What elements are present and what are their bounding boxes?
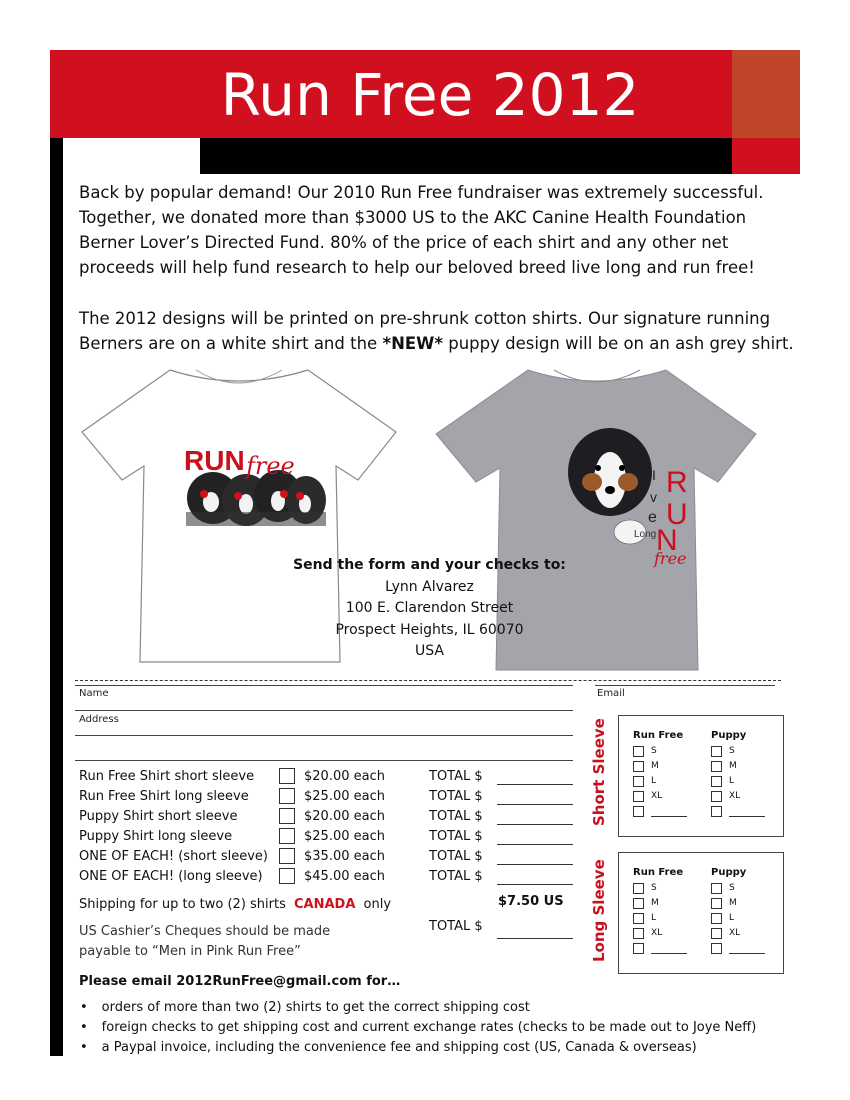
size-col-run-free: Run Free	[633, 867, 684, 878]
size-col-run-free: Run Free	[633, 730, 684, 741]
intro-line: The 2012 designs will be printed on pre-shrunk cotton shirts. Our signature running	[79, 309, 771, 328]
item-price: $35.00 each	[304, 849, 385, 864]
size-other-field[interactable]	[729, 953, 765, 954]
address-name: Lynn Alvarez	[385, 578, 474, 595]
bullet-item: • a Paypal invoice, including the convenience fee and shipping cost (US, Canada & overseas)	[80, 1040, 697, 1055]
intro-paragraph-2	[79, 306, 799, 356]
address-field-line-2[interactable]	[75, 760, 573, 761]
shipping-country: CANADA	[294, 897, 356, 912]
puppy-letter-r: R	[666, 466, 688, 499]
item-row: Puppy Shirt short sleeve	[79, 809, 238, 824]
item-checkbox[interactable]	[279, 828, 295, 844]
short-sleeve-size-box: Run Free Puppy S M L XL S M L XL	[618, 715, 784, 837]
shirt-free-word: free	[246, 452, 295, 480]
size-checkbox[interactable]	[711, 746, 722, 757]
accent-block-red	[732, 138, 800, 174]
puppy-letter-i: I	[652, 467, 656, 483]
item-total-label: TOTAL $	[429, 849, 483, 864]
name-label: Name	[79, 688, 109, 699]
item-total-label: TOTAL $	[429, 789, 483, 804]
address-field[interactable]	[75, 735, 573, 736]
shirt-run-word: RUN	[184, 445, 245, 476]
email-label: Email	[597, 688, 625, 699]
item-price: $25.00 each	[304, 829, 385, 844]
puppy-letter-n: N	[656, 524, 678, 557]
size-checkbox-other[interactable]	[711, 806, 722, 817]
intro-line: Berner Lover’s Directed Fund. 80% of the price of each shirt and any other net	[79, 233, 729, 252]
item-price: $20.00 each	[304, 769, 385, 784]
puppy-word-long: Long	[634, 529, 657, 540]
header-black-bar	[200, 138, 732, 174]
item-total-field[interactable]	[497, 824, 573, 825]
mailing-address	[262, 555, 597, 663]
item-total-label: TOTAL $	[429, 869, 483, 884]
size-checkbox[interactable]	[633, 761, 644, 772]
item-total-label: TOTAL $	[429, 769, 483, 784]
intro-paragraph-1	[79, 180, 799, 280]
puppy-letter-e: e	[648, 509, 657, 526]
long-sleeve-size-box: Run Free Puppy S M L XL S M L XL	[618, 852, 784, 974]
email-note: Please email 2012RunFree@gmail.com for…	[79, 974, 401, 989]
left-margin-rule	[50, 174, 63, 1056]
item-total-field[interactable]	[497, 844, 573, 845]
item-total-field[interactable]	[497, 784, 573, 785]
size-checkbox[interactable]	[633, 746, 644, 757]
intro-line: Together, we donated more than $3000 US to the AKC Canine Health Foundation	[79, 208, 747, 227]
cheque-note: US Cashier’s Cheques should be made payable to “Men in Pink Run Free”	[79, 924, 331, 959]
address-street: 100 E. Clarendon Street	[345, 600, 514, 616]
item-row: ONE OF EACH! (long sleeve)	[79, 869, 263, 884]
item-checkbox[interactable]	[279, 768, 295, 784]
item-price: $20.00 each	[304, 809, 385, 824]
size-checkbox[interactable]	[633, 883, 644, 894]
address-city: Prospect Heights, IL 60070	[335, 621, 524, 638]
item-checkbox[interactable]	[279, 848, 295, 864]
size-checkbox[interactable]	[711, 761, 722, 772]
item-price: $25.00 each	[304, 789, 385, 804]
size-checkbox[interactable]	[711, 883, 722, 894]
short-sleeve-label: Short Sleeve	[590, 718, 608, 826]
address-heading: Send the form and your checks to:	[293, 557, 566, 573]
size-checkbox[interactable]	[711, 928, 722, 939]
cut-line	[75, 680, 781, 681]
bullet-item: • foreign checks to get shipping cost and current exchange rates (checks to be made out to Joye Neff)	[80, 1020, 757, 1035]
grand-total-field[interactable]	[497, 938, 573, 939]
name-field[interactable]	[75, 685, 573, 686]
item-total-field[interactable]	[497, 804, 573, 805]
item-price: $45.00 each	[304, 869, 385, 884]
item-row: Run Free Shirt long sleeve	[79, 789, 249, 804]
size-other-field[interactable]	[651, 816, 687, 817]
long-sleeve-label: Long Sleeve	[590, 859, 608, 962]
address-label: Address	[79, 714, 119, 725]
puppy-letter-u: U	[666, 498, 688, 531]
item-checkbox[interactable]	[279, 808, 295, 824]
size-checkbox-other[interactable]	[633, 806, 644, 817]
size-checkbox[interactable]	[633, 898, 644, 909]
size-checkbox[interactable]	[711, 898, 722, 909]
grand-total-label: TOTAL $	[429, 919, 483, 934]
puppy-word-free: free	[654, 549, 687, 568]
item-checkbox[interactable]	[279, 868, 295, 884]
puppy-letter-v: v	[650, 489, 657, 505]
item-total-label: TOTAL $	[429, 829, 483, 844]
size-checkbox[interactable]	[633, 913, 644, 924]
size-other-field[interactable]	[651, 953, 687, 954]
item-total-field[interactable]	[497, 884, 573, 885]
address-country: USA	[415, 643, 444, 659]
size-checkbox[interactable]	[633, 791, 644, 802]
shipping-price: $7.50 US	[498, 894, 564, 909]
size-checkbox-other[interactable]	[633, 943, 644, 954]
name-line	[75, 710, 573, 711]
size-col-puppy: Puppy	[711, 867, 747, 878]
item-total-field[interactable]	[497, 864, 573, 865]
accent-block-brown	[732, 50, 800, 138]
item-row: ONE OF EACH! (short sleeve)	[79, 849, 268, 864]
item-checkbox[interactable]	[279, 788, 295, 804]
intro-line: Berners are on a white shirt and the *NEW* puppy design will be on an ash grey shirt.	[79, 334, 794, 353]
bullet-item: • orders of more than two (2) shirts to get the correct shipping cost	[80, 1000, 530, 1015]
size-checkbox[interactable]	[711, 791, 722, 802]
item-row: Puppy Shirt long sleeve	[79, 829, 233, 844]
size-checkbox-other[interactable]	[711, 943, 722, 954]
intro-line: Back by popular demand! Our 2010 Run Free fundraiser was extremely successful.	[79, 183, 764, 202]
item-total-label: TOTAL $	[429, 809, 483, 824]
page-title: Run Free 2012	[220, 61, 640, 129]
email-field[interactable]	[595, 685, 775, 686]
new-highlight: *NEW*	[382, 334, 443, 353]
intro-line: proceeds will help fund research to help our beloved breed live long and run free!	[79, 258, 755, 277]
size-col-puppy: Puppy	[711, 730, 747, 741]
size-checkbox[interactable]	[711, 776, 722, 787]
header-black-stub	[50, 138, 63, 174]
shipping-line: Shipping for up to two (2) shirts CANADA only	[79, 897, 392, 912]
size-checkbox[interactable]	[711, 913, 722, 924]
size-checkbox[interactable]	[633, 776, 644, 787]
size-checkbox[interactable]	[633, 928, 644, 939]
size-other-field[interactable]	[729, 816, 765, 817]
item-row: Run Free Shirt short sleeve	[79, 769, 255, 784]
